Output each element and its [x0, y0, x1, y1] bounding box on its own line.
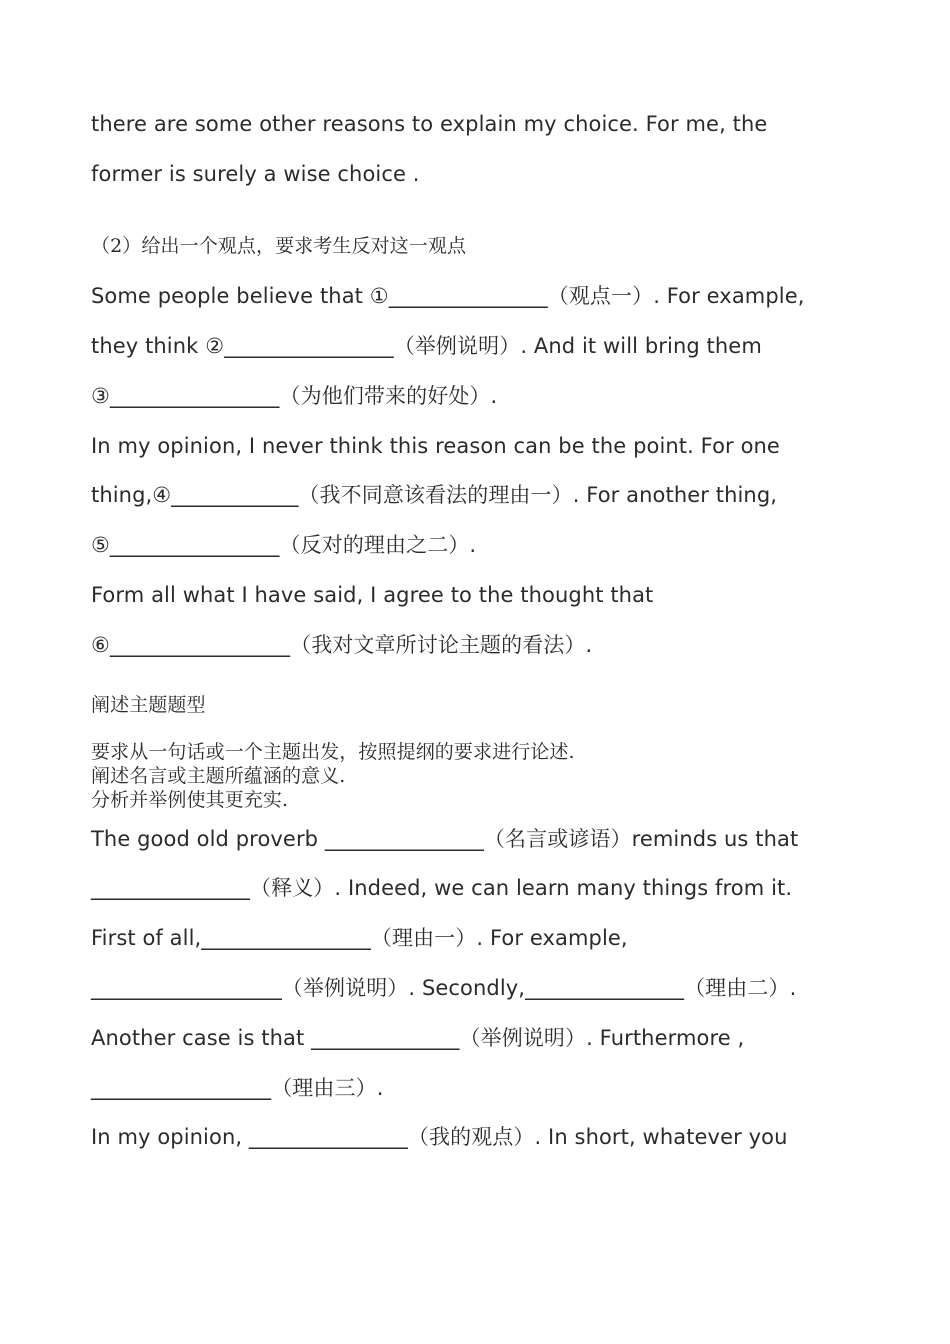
proverb-line-6: _________________（理由三）. [91, 1076, 384, 1100]
text-line-1: there are some other reasons to explain my choice. For me, the [91, 112, 768, 136]
section-heading-theme: 阐述主题题型 [91, 694, 206, 716]
instruction-line-2: 阐述名言或主题所蕴涵的意义. [91, 765, 346, 787]
proverb-line-2: _______________（释义）. Indeed, we can learn many things from it. [91, 876, 793, 900]
proverb-line-1: The good old proverb _______________（名言或谚语）reminds us that [91, 827, 799, 851]
template-line-2: they think ②________________（举例说明）. And it will bring them [91, 334, 762, 358]
section-heading-oppose: （2）给出一个观点，要求考生反对这一观点 [91, 235, 467, 257]
template-line-6: ⑤________________（反对的理由之二）. [91, 533, 477, 557]
instruction-line-1: 要求从一句话或一个主题出发，按照提纲的要求进行论述. [91, 741, 575, 763]
proverb-line-3: First of all,________________（理由一）. For example, [91, 926, 628, 950]
proverb-line-4: __________________（举例说明）. Secondly,_______________（理由二）. [91, 976, 797, 1000]
template-line-5: thing,④____________（我不同意该看法的理由一）. For another thing, [91, 483, 778, 507]
template-line-4: In my opinion, I never think this reason can be the point. For one [91, 434, 780, 458]
proverb-line-5: Another case is that ______________（举例说明）. Furthermore , [91, 1026, 745, 1050]
text-line-2: former is surely a wise choice . [91, 162, 420, 186]
template-line-1: Some people believe that ①_______________（观点一）. For example, [91, 284, 805, 308]
instruction-line-3: 分析并举例使其更充实. [91, 789, 289, 811]
template-line-7: Form all what I have said, I agree to the thought that [91, 583, 654, 607]
proverb-line-7: In my opinion, _______________（我的观点）. In short, whatever you [91, 1125, 788, 1149]
template-line-8: ⑥_________________（我对文章所讨论主题的看法）. [91, 633, 593, 657]
template-line-3: ③________________（为他们带来的好处）. [91, 384, 498, 408]
